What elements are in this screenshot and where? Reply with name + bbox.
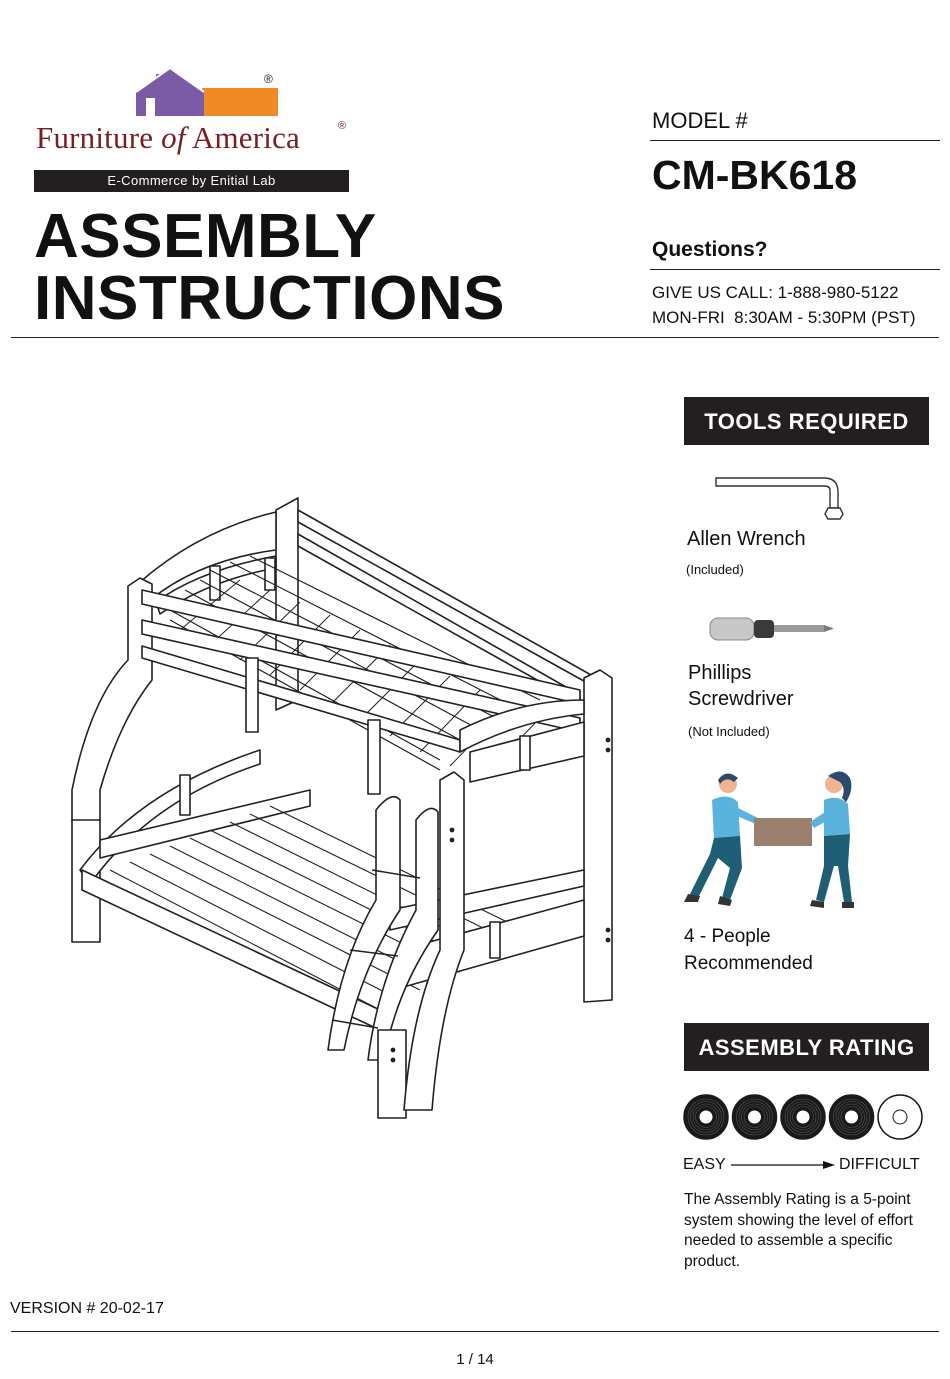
tool-name-allen-wrench: Allen Wrench	[687, 528, 806, 550]
phone-line: GIVE US CALL: 1-888-980-5122	[652, 283, 899, 302]
model-label: MODEL #	[652, 108, 748, 133]
two-people-carrying-box-icon	[682, 762, 870, 914]
rating-disc-empty	[878, 1095, 922, 1139]
registered-mark-small: ®	[338, 120, 347, 132]
difficult-label: DIFFICULT	[839, 1156, 920, 1173]
header-divider	[11, 337, 939, 338]
tool-name-phillips-line1: Phillips	[688, 662, 752, 684]
version-number: VERSION # 20-02-17	[10, 1300, 164, 1317]
screwdriver-icon	[700, 606, 840, 650]
brand-name-part2: America	[191, 120, 301, 155]
rating-disc-filled	[781, 1095, 825, 1139]
questions-heading: Questions?	[652, 238, 768, 261]
brand-tagline-bar: E-Commerce by Enitial Lab	[34, 170, 349, 192]
divider	[650, 140, 940, 141]
model-number: CM-BK618	[652, 152, 858, 198]
page-title-line1: ASSEMBLY	[34, 202, 377, 271]
brand-wordmark	[36, 120, 300, 156]
brand-logo-house-icon	[132, 66, 282, 118]
assembly-rating-meter	[682, 1093, 932, 1143]
allen-wrench-icon	[712, 474, 844, 520]
rating-disc-filled	[684, 1095, 728, 1139]
bunk-bed-illustration	[60, 490, 620, 1130]
tool-note-included: (Included)	[686, 562, 744, 577]
page-number: 1 / 14	[456, 1351, 494, 1368]
footer-divider	[11, 1331, 939, 1332]
tool-note-not-included: (Not Included)	[688, 724, 770, 739]
easy-label: EASY	[683, 1156, 726, 1173]
assembly-rating-header: ASSEMBLY RATING	[684, 1023, 929, 1071]
brand-name-of: of	[161, 120, 186, 155]
rating-disc-filled	[830, 1095, 874, 1139]
people-count: 4 - People	[684, 926, 771, 947]
divider	[650, 269, 940, 270]
page-title-line2: INSTRUCTIONS	[34, 264, 505, 333]
registered-mark: ®	[264, 72, 273, 86]
brand-name-part1: Furniture	[36, 120, 154, 155]
tools-required-header: TOOLS REQUIRED	[684, 397, 929, 445]
tool-name-phillips-line2: Screwdriver	[688, 688, 794, 710]
people-recommended: Recommended	[684, 953, 813, 974]
hours-line: MON-FRI 8:30AM - 5:30PM (PST)	[652, 308, 916, 327]
rating-description: The Assembly Rating is a 5-point system showing the level of effort needed to assemble a specific product.	[684, 1191, 913, 1270]
easy-to-difficult-arrow-icon	[731, 1158, 837, 1172]
rating-disc-filled	[733, 1095, 777, 1139]
